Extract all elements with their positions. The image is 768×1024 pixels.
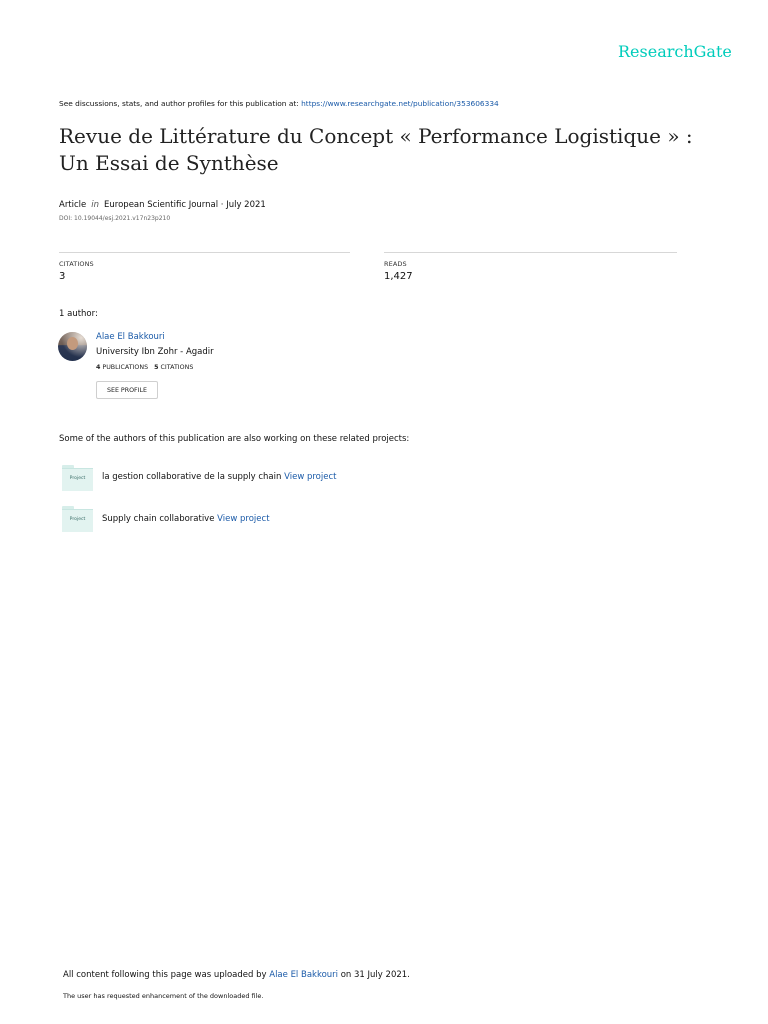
uploader-link[interactable]: Alae El Bakkouri — [269, 970, 339, 980]
author-stats — [96, 364, 193, 371]
journal-info: European Scientific Journal · July 2021 — [104, 200, 266, 210]
project-item — [102, 514, 270, 524]
upload-prefix: All content following this page was uploaded by — [63, 970, 267, 980]
see-profile-button[interactable]: SEE PROFILE — [96, 381, 158, 399]
project-name: Supply chain collaborative — [102, 514, 215, 524]
doi: DOI: 10.19044/esj.2021.v17n23p210 — [59, 215, 171, 222]
author-publications-label: PUBLICATIONS — [102, 364, 149, 371]
author-citations-count: 5 — [154, 364, 159, 371]
project-item — [102, 472, 336, 482]
publication-title: Revue de Littérature du Concept « Performance Logistique » : Un Essai de Synthèse — [59, 124, 693, 175]
publication-url-link[interactable]: https://www.researchgate.net/publication/353606334 — [301, 99, 499, 108]
project-icon-label: Project — [69, 476, 86, 481]
reads-label: READS — [384, 260, 407, 268]
author-institution: University Ibn Zohr - Agadir — [96, 347, 214, 357]
author-name-link[interactable]: Alae El Bakkouri — [96, 332, 165, 342]
upload-suffix: on 31 July 2021. — [340, 970, 410, 980]
reads-divider — [384, 252, 677, 253]
citations-divider — [59, 252, 350, 253]
view-project-link[interactable]: View project — [217, 514, 270, 524]
see-discussions-line — [59, 99, 499, 108]
publication-meta — [59, 200, 266, 210]
project-icon-label: Project — [69, 517, 86, 522]
author-publications-count: 4 — [96, 364, 101, 371]
article-type: Article — [59, 200, 87, 210]
enhancement-note: The user has requested enhancement of the downloaded file. — [63, 992, 264, 1000]
upload-note — [63, 970, 410, 980]
in-label: in — [91, 200, 100, 210]
project-folder-icon[interactable] — [62, 465, 93, 490]
citations-value: 3 — [59, 271, 66, 282]
researchgate-logo[interactable]: ResearchGate — [618, 42, 732, 61]
related-projects-heading: Some of the authors of this publication are also working on these related projects: — [59, 434, 410, 444]
avatar[interactable] — [58, 332, 87, 361]
authors-count: 1 author: — [59, 309, 98, 319]
view-project-link[interactable]: View project — [284, 472, 337, 482]
see-discussions-text: See discussions, stats, and author profiles for this publication at: — [59, 99, 299, 108]
project-name: la gestion collaborative de la supply chain — [102, 472, 282, 482]
project-folder-icon[interactable] — [62, 506, 93, 531]
citations-label: CITATIONS — [59, 260, 94, 268]
reads-value: 1,427 — [384, 271, 413, 282]
author-citations-label: CITATIONS — [160, 364, 194, 371]
